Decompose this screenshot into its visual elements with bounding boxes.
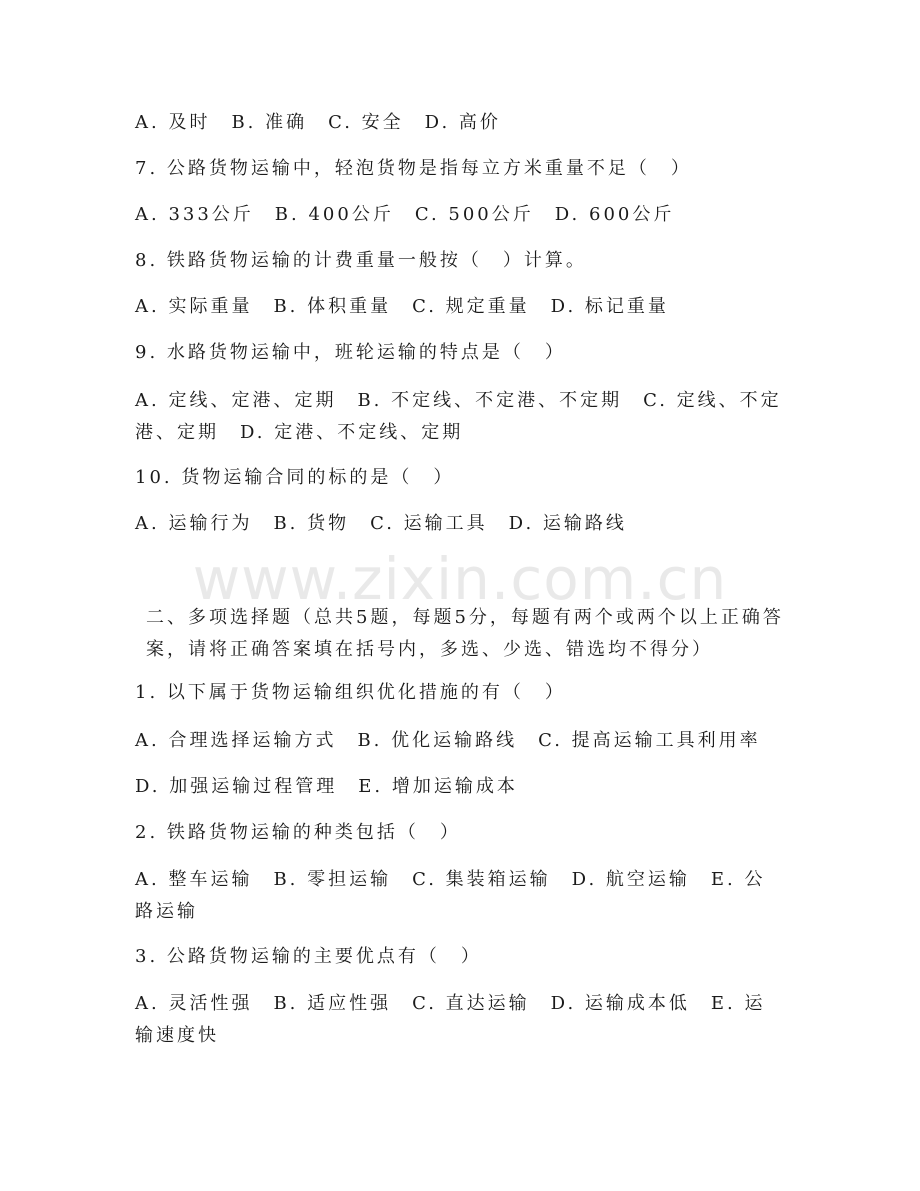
q9-question: 9. 水路货物运输中，班轮运输的特点是（ ） (135, 342, 566, 363)
q8-question: 8. 铁路货物运输的计费重量一般按（ ）计算。 (135, 250, 587, 271)
q9-options: A. 定线、定港、定期 B. 不定线、不定港、不定期 C. 定线、不定港、定期 D. 定港、不定线、定期 (135, 390, 782, 443)
mq3-question: 3. 公路货物运输的主要优点有（ ） (135, 946, 482, 967)
mq3-options: A. 灵活性强 B. 适应性强 C. 直达运输 D. 运输成本低 E. 运输速度快 (135, 993, 766, 1046)
q6-options: A. 及时 B. 准确 C. 安全 D. 高价 (135, 112, 501, 133)
q7-question: 7. 公路货物运输中，轻泡货物是指每立方米重量不足（ ） (135, 158, 692, 179)
q7-options: A. 333公斤 B. 400公斤 C. 500公斤 D. 600公斤 (135, 204, 675, 225)
mq2-question: 2. 铁路货物运输的种类包括（ ） (135, 822, 461, 843)
section-multiple-choice-heading: 二、多项选择题（总共5题，每题5分，每题有两个或两个以上正确答案，请将正确答案填在括号内，多选、少选、错选均不得分） (146, 607, 784, 660)
q10-question: 10. 货物运输合同的标的是（ ） (135, 467, 455, 488)
q8-options: A. 实际重量 B. 体积重量 C. 规定重量 D. 标记重量 (135, 296, 669, 317)
mq1-options-line2: D. 加强运输过程管理 E. 增加运输成本 (135, 776, 518, 797)
watermark: www.zixin.com.cn (192, 545, 728, 613)
mq1-question: 1. 以下属于货物运输组织优化措施的有（ ） (135, 682, 566, 703)
mq1-options-line1: A. 合理选择运输方式 B. 优化运输路线 C. 提高运输工具利用率 (135, 730, 761, 751)
mq2-options: A. 整车运输 B. 零担运输 C. 集装箱运输 D. 航空运输 E. 公路运输 (135, 869, 766, 922)
q10-options: A. 运输行为 B. 货物 C. 运输工具 D. 运输路线 (135, 513, 627, 534)
